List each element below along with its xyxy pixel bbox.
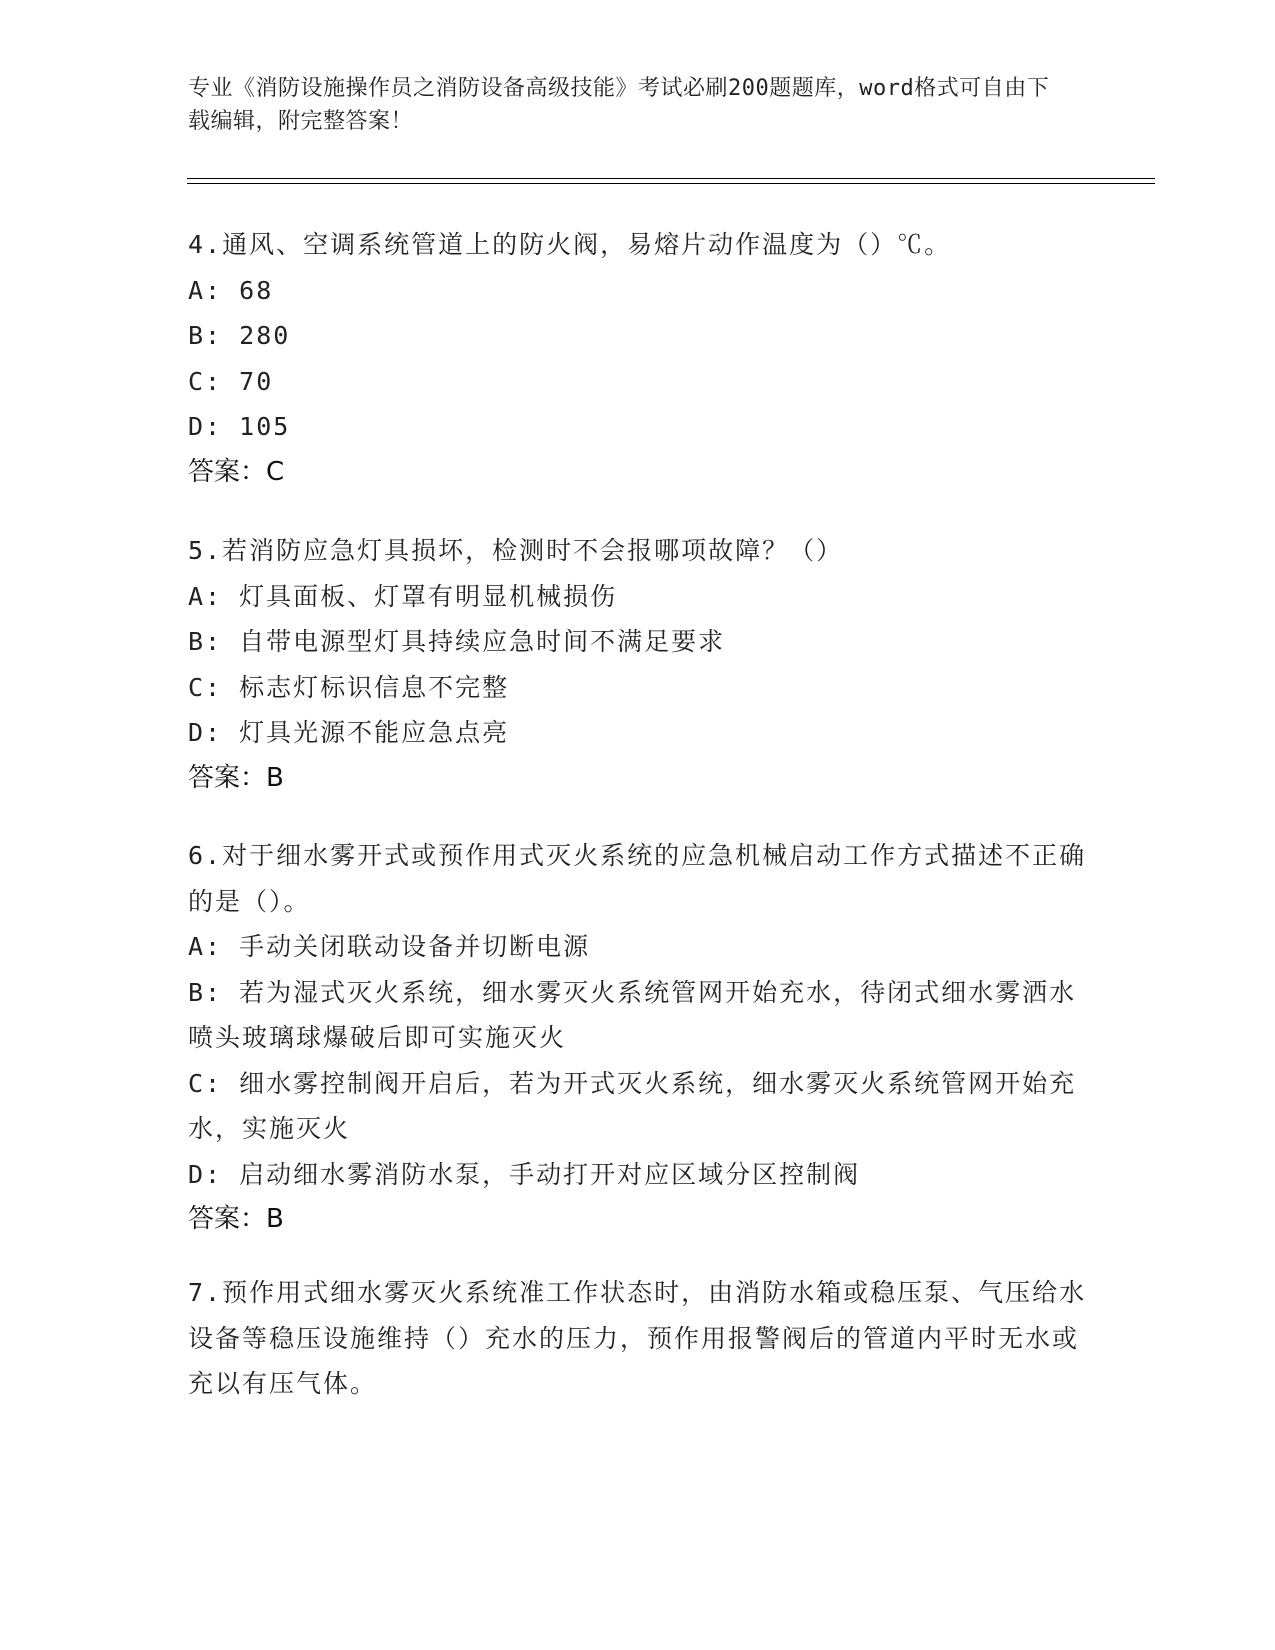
- option-c: C: 标志灯标识信息不完整: [188, 672, 510, 702]
- option-b: B: 若为湿式灭火系统，细水雾灭火系统管网开始充水，待闭式细水雾洒水喷头玻璃球爆破后即可实施灭火: [188, 977, 1077, 1052]
- question-stem: 4.通风、空调系统管道上的防火阀，易熔片动作温度为（）℃。: [188, 230, 952, 259]
- option-b: B: 280: [188, 321, 291, 350]
- question-7: [188, 1270, 1088, 1407]
- answer-line: 答案：B: [188, 762, 284, 793]
- answer-line: 答案：B: [188, 1204, 284, 1234]
- option-b: B: 自带电源型灯具持续应急时间不满足要求: [188, 627, 726, 656]
- option-a: A: 灯具面板、灯罩有明显机械损伤: [188, 581, 618, 611]
- option-a: A: 68: [188, 275, 274, 305]
- option-d: D: 灯具光源不能应急点亮: [188, 718, 510, 747]
- option-d: D: 105: [188, 412, 291, 441]
- question-stem: 6.对于细水雾开式或预作用式灭火系统的应急机械启动工作方式描述不正确的是（）。: [188, 841, 1087, 916]
- question-5: [188, 528, 1088, 801]
- question-6: [188, 833, 1088, 1242]
- option-a: A: 手动关闭联动设备并切断电源: [188, 932, 591, 961]
- question-4: [188, 222, 1088, 495]
- question-stem: 7.预作用式细水雾灭火系统准工作状态时，由消防水箱或稳压泵、气压给水设备等稳压设施维持（）充水的压力，预作用报警阀后的管道内平时无水或充以有压气体。: [188, 1278, 1087, 1398]
- option-d: D: 启动细水雾消防水泵，手动打开对应区域分区控制阀: [188, 1159, 861, 1189]
- option-c: C: 70: [188, 366, 274, 396]
- header-divider: [187, 178, 1155, 184]
- option-c: C: 细水雾控制阀开启后，若为开式灭火系统，细水雾灭火系统管网开始充水，实施灭火: [188, 1068, 1077, 1143]
- document-header: 专业《消防设施操作员之消防设备高级技能》考试必刷200题题库，word格式可自由下载编辑，附完整答案！: [188, 76, 1050, 134]
- answer-line: 答案：C: [188, 456, 285, 487]
- question-stem: 5.若消防应急灯具损坏，检测时不会报哪项故障？（）: [188, 536, 844, 565]
